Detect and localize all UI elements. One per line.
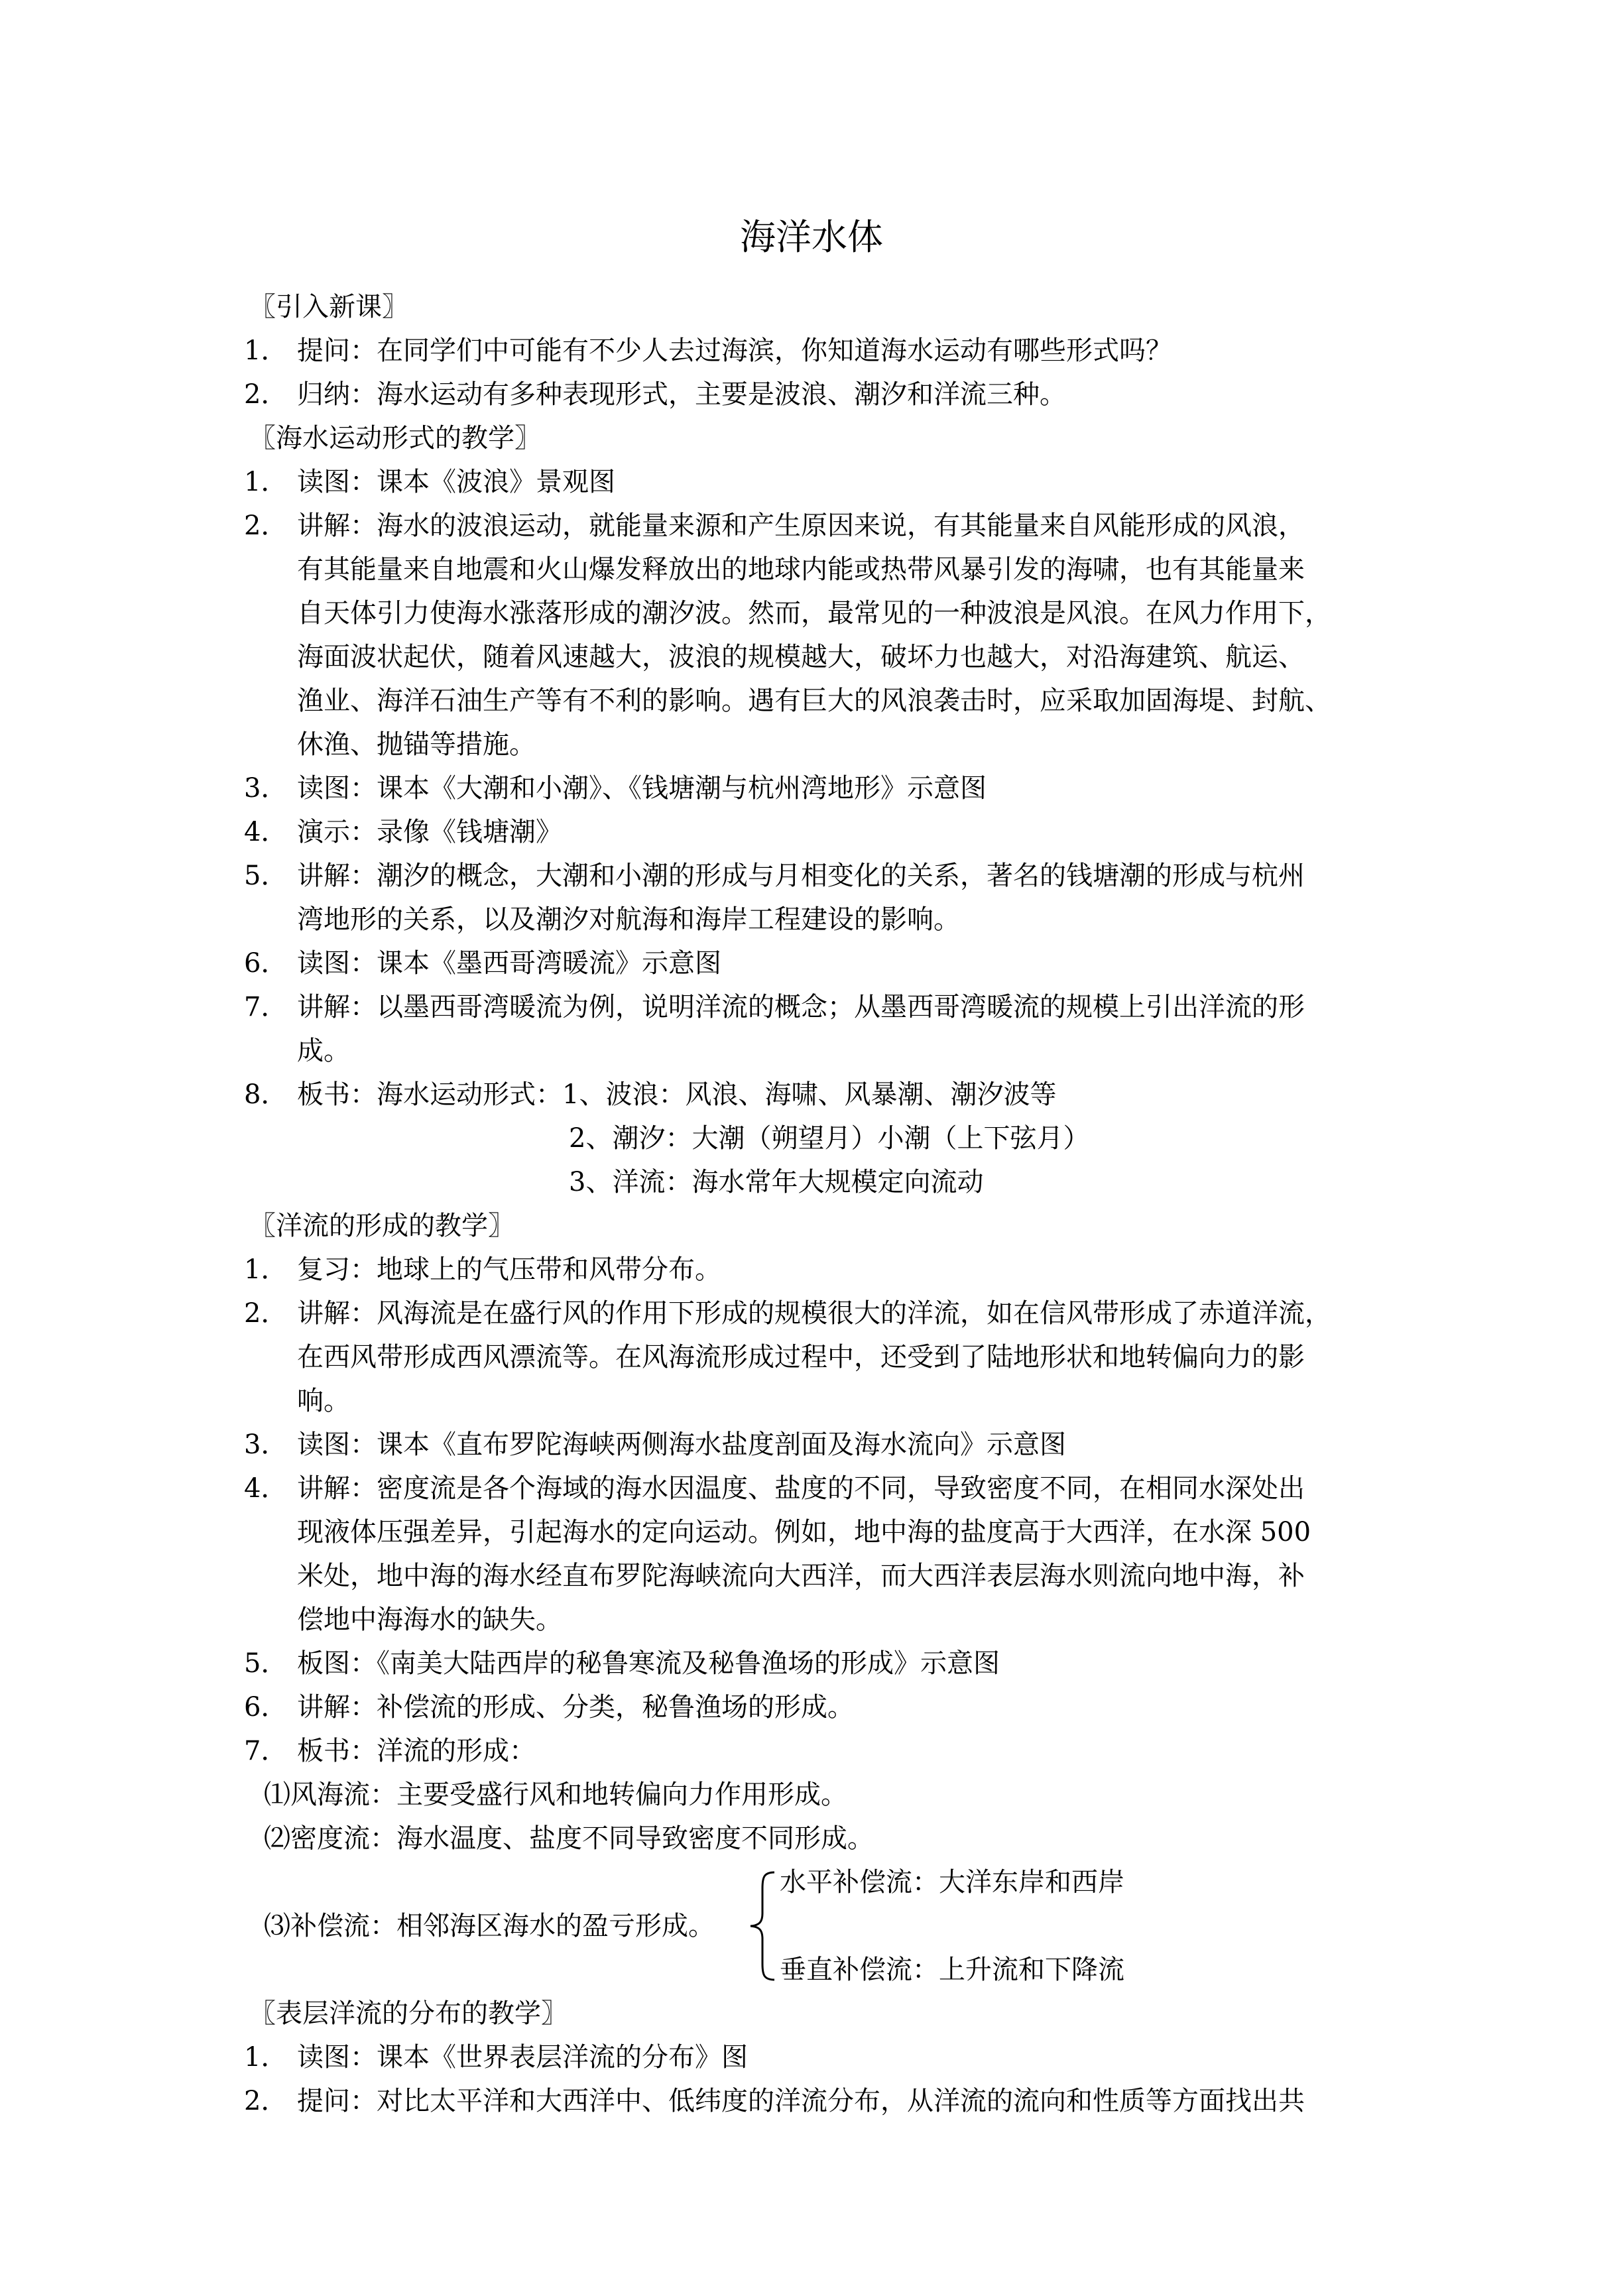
list-item <box>244 373 1411 416</box>
item-line: 讲解：海水的波浪运动，就能量来源和产生原因来说，有其能量来自风能形成的风浪， <box>297 511 1305 541</box>
item-number: 2． <box>244 1298 288 1329</box>
board-line: 3、洋流：海水常年大规模定向流动 <box>569 1167 984 1197</box>
item-text: 读图：课本《直布罗陀海峡两侧海水盐度剖面及海水流向》示意图 <box>297 1429 1066 1460</box>
item-number: 1． <box>244 335 288 366</box>
section-heading-distribution: 〖表层洋流的分布的教学〗 <box>249 1998 568 2029</box>
item-line: 响。 <box>297 1386 350 1416</box>
item-number: 2． <box>244 379 288 410</box>
item-number: 5． <box>244 861 288 891</box>
item-line: 偿地中海海水的缺失。 <box>297 1604 562 1635</box>
list-item <box>244 2079 1411 2123</box>
list-item <box>244 1248 1411 1292</box>
item-number: 1． <box>244 467 288 497</box>
section-heading-forms: 〖海水运动形式的教学〗 <box>249 423 541 453</box>
item-line: 米处，地中海的海水经直布罗陀海峡流向大西洋，而大西洋表层海水则流向地中海，补 <box>297 1561 1305 1591</box>
item-line: 现液体压强差异，引起海水的定向运动。例如，地中海的盐度高于大西洋，在水深 500 <box>297 1517 1311 1547</box>
item-number: 1． <box>244 2042 288 2073</box>
item-line: 休渔、抛锚等措施。 <box>297 729 536 760</box>
item-line: 讲解：以墨西哥湾暖流为例，说明洋流的概念；从墨西哥湾暖流的规模上引出洋流的形 <box>297 992 1305 1022</box>
item-text: 板书：海水运动形式：1、波浪：风浪、海啸、风暴潮、潮汐波等 <box>297 1079 1057 1110</box>
sub-item: ⑴风海流：主要受盛行风和地转偏向力作用形成。 <box>264 1780 847 1810</box>
item-line: 渔业、海洋石油生产等有不利的影响。遇有巨大的风浪袭击时，应采取加固海堤、封航、 <box>297 686 1331 716</box>
list-item <box>244 329 1411 373</box>
item-text: 板书：洋流的形成： <box>297 1736 536 1766</box>
item-number: 2． <box>244 2086 288 2116</box>
item-text: 读图：课本《波浪》景观图 <box>297 467 615 497</box>
list-item <box>244 1729 1411 1773</box>
item-number: 1． <box>244 1254 288 1285</box>
item-number: 3． <box>244 773 288 804</box>
item-text: 演示：录像《钱塘潮》 <box>297 817 562 847</box>
list-item <box>244 1685 1411 1729</box>
list-item <box>244 854 1411 941</box>
list-item <box>244 1292 1411 1423</box>
document-title: 海洋水体 <box>740 216 883 258</box>
list-item <box>244 1467 1411 1642</box>
item-text: 板图：《南美大陆西岸的秘鲁寒流及秘鲁渔场的形成》示意图 <box>297 1648 1000 1679</box>
list-item <box>244 985 1411 1073</box>
document-body <box>244 285 1411 2123</box>
item-line: 成。 <box>297 1036 350 1066</box>
item-text: 讲解：补偿流的形成、分类，秘鲁渔场的形成。 <box>297 1692 854 1722</box>
item-text: 复习：地球上的气压带和风带分布。 <box>297 1254 721 1285</box>
curly-brace-icon <box>748 1870 777 1982</box>
item-line: 有其能量来自地震和火山爆发释放出的地球内能或热带风暴引发的海啸，也有其能量来 <box>297 554 1305 585</box>
item-number: 4． <box>244 1473 288 1504</box>
list-item <box>244 1073 1411 1117</box>
list-item <box>244 766 1411 810</box>
item-text: 提问：对比太平洋和大西洋中、低纬度的洋流分布，从洋流的流向和性质等方面找出共 <box>297 2086 1305 2116</box>
item-number: 4． <box>244 817 288 847</box>
item-text: 读图：课本《墨西哥湾暖流》示意图 <box>297 948 721 979</box>
item-line: 海面波状起伏，随着风速越大，波浪的规模越大，破坏力也越大，对沿海建筑、航运、 <box>297 642 1305 672</box>
item-line: 讲解：密度流是各个海域的海水因温度、盐度的不同，导致密度不同，在相同水深处出 <box>297 1473 1305 1504</box>
item-number: 6． <box>244 948 288 979</box>
list-item <box>244 941 1411 985</box>
item-text: 归纳：海水运动有多种表现形式，主要是波浪、潮汐和洋流三种。 <box>297 379 1066 410</box>
list-item <box>244 504 1411 766</box>
item-number: 3． <box>244 1429 288 1460</box>
list-item <box>244 460 1411 504</box>
list-item <box>244 1642 1411 1685</box>
list-item <box>244 2035 1411 2079</box>
list-item <box>244 1423 1411 1467</box>
item-line: 讲解：风海流是在盛行风的作用下形成的规模很大的洋流，如在信风带形成了赤道洋流， <box>297 1298 1331 1329</box>
item-line: 讲解：潮汐的概念，大潮和小潮的形成与月相变化的关系，著名的钱塘潮的形成与杭州 <box>297 861 1305 891</box>
item-text: 读图：课本《世界表层洋流的分布》图 <box>297 2042 748 2073</box>
item-line: 在西风带形成西风漂流等。在风海流形成过程中，还受到了陆地形状和地转偏向力的影 <box>297 1342 1305 1372</box>
board-line: 2、潮汐：大潮（朔望月）小潮（上下弦月） <box>569 1123 1090 1154</box>
compensation-vertical: 垂直补偿流：上升流和下降流 <box>780 1955 1124 1985</box>
item-text: 提问：在同学们中可能有不少人去过海滨，你知道海水运动有哪些形式吗？ <box>297 335 1172 366</box>
item-number: 2． <box>244 511 288 541</box>
list-item <box>244 810 1411 854</box>
compensation-lead: ⑶补偿流：相邻海区海水的盈亏形成。 <box>264 1911 715 1941</box>
sub-item: ⑵密度流：海水温度、盐度不同导致密度不同形成。 <box>264 1823 874 1854</box>
item-number: 7． <box>244 992 288 1022</box>
compensation-brace-group <box>244 1860 1411 1992</box>
compensation-horizontal: 水平补偿流：大洋东岸和西岸 <box>780 1867 1124 1898</box>
item-number: 8． <box>244 1079 288 1110</box>
item-line: 湾地形的关系，以及潮汐对航海和海岸工程建设的影响。 <box>297 904 960 935</box>
item-number: 7． <box>244 1736 288 1766</box>
item-number: 5． <box>244 1648 288 1679</box>
section-heading-intro: 〖引入新课〗 <box>249 292 408 322</box>
section-heading-formation: 〖洋流的形成的教学〗 <box>249 1211 514 1241</box>
item-text: 读图：课本《大潮和小潮》、《钱塘潮与杭州湾地形》示意图 <box>297 773 987 804</box>
item-line: 自天体引力使海水涨落形成的潮汐波。然而，最常见的一种波浪是风浪。在风力作用下， <box>297 598 1331 629</box>
item-number: 6． <box>244 1692 288 1722</box>
